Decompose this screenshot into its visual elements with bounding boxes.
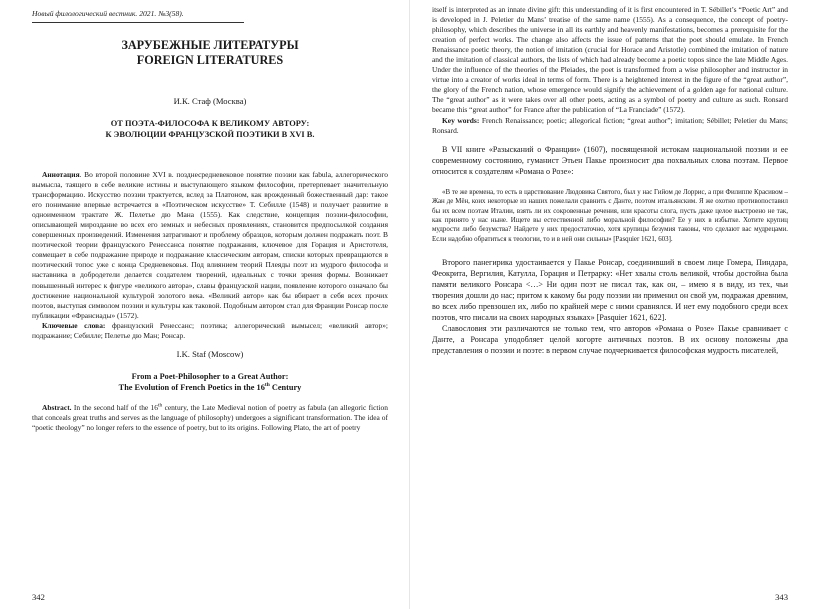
article-title-ru-line1: ОТ ПОЭТА-ФИЛОСОФА К ВЕЛИКОМУ АВТОРУ: <box>110 119 310 128</box>
title-en-line2-pre: The Evolution of French Poetics in the 16 <box>118 382 265 392</box>
keywords-label-en: Key words: <box>442 115 480 125</box>
abstract-en-sup: th <box>157 402 163 409</box>
title-en-line2-sup: th <box>264 382 270 389</box>
article-title-en-line1: From a Poet-Philosopher to a Great Author: <box>131 371 289 381</box>
header-rule <box>32 22 244 23</box>
running-head: Новый филологический вестник. 2021. №3(58). <box>32 9 184 18</box>
article-title-ru-line2: К ЭВОЛЮЦИИ ФРАНЦУЗСКОЙ ПОЭТИКИ В XVI В. <box>105 130 315 139</box>
abstract-en-part2: century, the Late Medieval notion of poetry as fabula (an allegoric fiction that conceals great truths and serves as the language of philosophy) undergoes a significant transformation. The idea of “poetic theology” no longer refers to the essence of poetry, but to its origins. Following Plato, the art of poetry <box>32 402 388 432</box>
section-title <box>32 38 388 68</box>
author-ru: И.К. Стаф (Москва) <box>173 96 247 106</box>
keywords-text-en: French Renaissance; poetic; allegorical fiction; “great author”; imitation; Sébillet; Peletier du Mans; Ronsard. <box>432 115 788 135</box>
title-en-line2-post: Century <box>269 382 302 392</box>
section-title-ru: ЗАРУБЕЖНЫЕ ЛИТЕРАТУРЫ <box>121 38 299 52</box>
article-title-ru <box>32 118 388 140</box>
right-page <box>410 0 820 609</box>
body-paragraph-3: Славословия эти различаются не только тем, что авторов «Романа о Розе» Пакье сравнивает с Данте, а Ронсара уподобляет целой когорте античных поэтов. В их основу положены два представления о поэзии и поэте: в первом случае подчеркивается философская мудрость писателей, <box>432 324 788 356</box>
abstract-en-continued: itself is interpreted as an innate divine gift: this understanding of it is first encountered in T. Sébillet’s “Poetic Art” and is developed in J. Peletier du Mans’ treatise of the same name (1555). As a consequence, the concept of poetry-philosophy, which describes the universe in all its earthly and heavenly manifestations, becomes a prerequisite for the creation of perfect works. The change also affects the issue of patterns that the poet should emulate. In French Renaissance poetic theory, the notion of imitation (crucial for Horace and Aristotle) combined the imitation of nature and the imitation of classical authors, the lists of which had already become a poetic topos since the late Middle Ages. Under the influence of the theories of the Pleiades, the poet is transformed from a wise philosopher and instructor in virtue into a creator of works ideal in terms of form. There is a heightened interest in the figure of the “great author”, the glory of the French nation, whose emergence would signify the achievement of a golden age for national culture. The “great author” as it were takes over all other poets, acting as a symbol of poetry and culture as such. Ronsard became this “great author” for France after the publication of “La Franciade” (1572). <box>432 5 788 115</box>
article-title-en-line2 <box>32 382 388 393</box>
keywords-text-ru: французский Ренессанс; поэтика; аллегорический вымысел; «великий автор»; подражание; Себилле; Пелетье дю Ман; Ронсар. <box>32 320 388 340</box>
abstract-label-ru: Аннотация <box>42 170 80 179</box>
article-title-en <box>32 371 388 393</box>
block-quote: «В те же времена, то есть в царствование Людовика Святого, был у нас Гийом де Лоррис, а при Филиппе Красивом – Жан де Мён, коих некоторые из наших пожелали сравнить с Данте, поэтом итальянским. Я же охотно противопоставил бы их всем поэтам Италии, взять ли их сокровенные речения, или красоты слога, пусть даже целое выстроено не так, как принято у нас ныне. Ищете вы естественной либо моральной философии? Ее у них в избытке. Хотите крупиц мудрости либо безумства? Найдете у них предостаточно, хотя крупицы безумия таковы, что сделают вас мудрецами. Если надобно обратиться к теологии, то и в ней они сильны» [Pasquier 1621, 603]. <box>432 188 788 243</box>
body-paragraph-2: Второго панегирика удостаивается у Пакье Ронсар, соединивший в своем лице Гомера, Пиндара, Феокрита, Вергилия, Катулла, Горация и Петрарку: «Нет хвалы столь великой, чтобы достойна была памяти великого Ронсара <…> Ни один поэт не писал так, как он, – имею я в виду, из тех, чьи творения дошли до нас; притом к какому бы роду поэзии ни применил он свой ум, подражая древним, во всех либо превзошел их, либо по крайней мере с ними сравнялся. И нет ему подобного среди всех поэтов, что писали на своих народных языках» [Pasquier 1621, 622]. <box>432 258 788 323</box>
abstract-text-ru: . Во второй половине XVI в. позднесредневековое понятие поэзии как fabula, аллегорического вымысла, таящего в себе великие истины и выступающего языком философии, претерпевает значительную трансформацию. Искусство поэзии трактуется, вслед за Платоном, как врожденный божественный дар: такое его понимание впервые встречается в «Поэтическом искусстве» Т. Себилле (1548) и получает развитие в одноименном трактате Ж. Пелетье дю Мана (1555). Как следствие, концепция поэзии-философии, описывающей мироздание во всех его земных и небесных проявлениях, становится предпосылкой создания совершенных произведений. Изменения затрагивают и проблему образцов, которым должен подражать поэт. В поэтической теории французского Ренессанса понятие подражания, ключевое для Горация и Аристотеля, совмещает в себе подражание природе и подражание классическим авторам, списки которых превращаются в поэтический топос уже с конца Средневековья. Под влиянием теорий Плеяды поэт из мудрого философа и наставника в добродетели делается создателем творений, идеальных с точки зрения формы. Возникает повышенный интерес к фигуре «великого автора», славы французской нации, появление которого означало бы достижение национальной культурой золотого века. «Великий автор» как бы вбирает в себя всех прочих поэтов, выступая символом поэзии и культуры как таковой. Подобным автором стал для Франции Ронсар после публикации «Франсиады» (1572). <box>32 170 388 320</box>
body-paragraph-1: В VII книге «Разысканий о Франции» (1607), посвященной истокам национальной поэзии и ее современному состоянию, гуманист Этьен Пакье произносит два похвальных слова поэтам. Первое относится к создателям «Романа о Розе»: <box>432 144 788 176</box>
page-number-right: 343 <box>775 592 788 602</box>
abstract-label-en: Abstract. <box>42 402 72 412</box>
abstract-ru <box>32 170 388 321</box>
keywords-ru <box>32 321 388 341</box>
author-en: I.K. Staf (Moscow) <box>176 348 244 359</box>
keywords-label-ru: Ключевые слова: <box>42 320 106 330</box>
abstract-en-part1: In the second half of the 16 <box>71 402 158 412</box>
keywords-en <box>432 116 788 136</box>
page-number-left: 342 <box>32 592 45 602</box>
section-title-en: FOREIGN LITERATURES <box>136 53 284 67</box>
abstract-en <box>32 403 388 433</box>
